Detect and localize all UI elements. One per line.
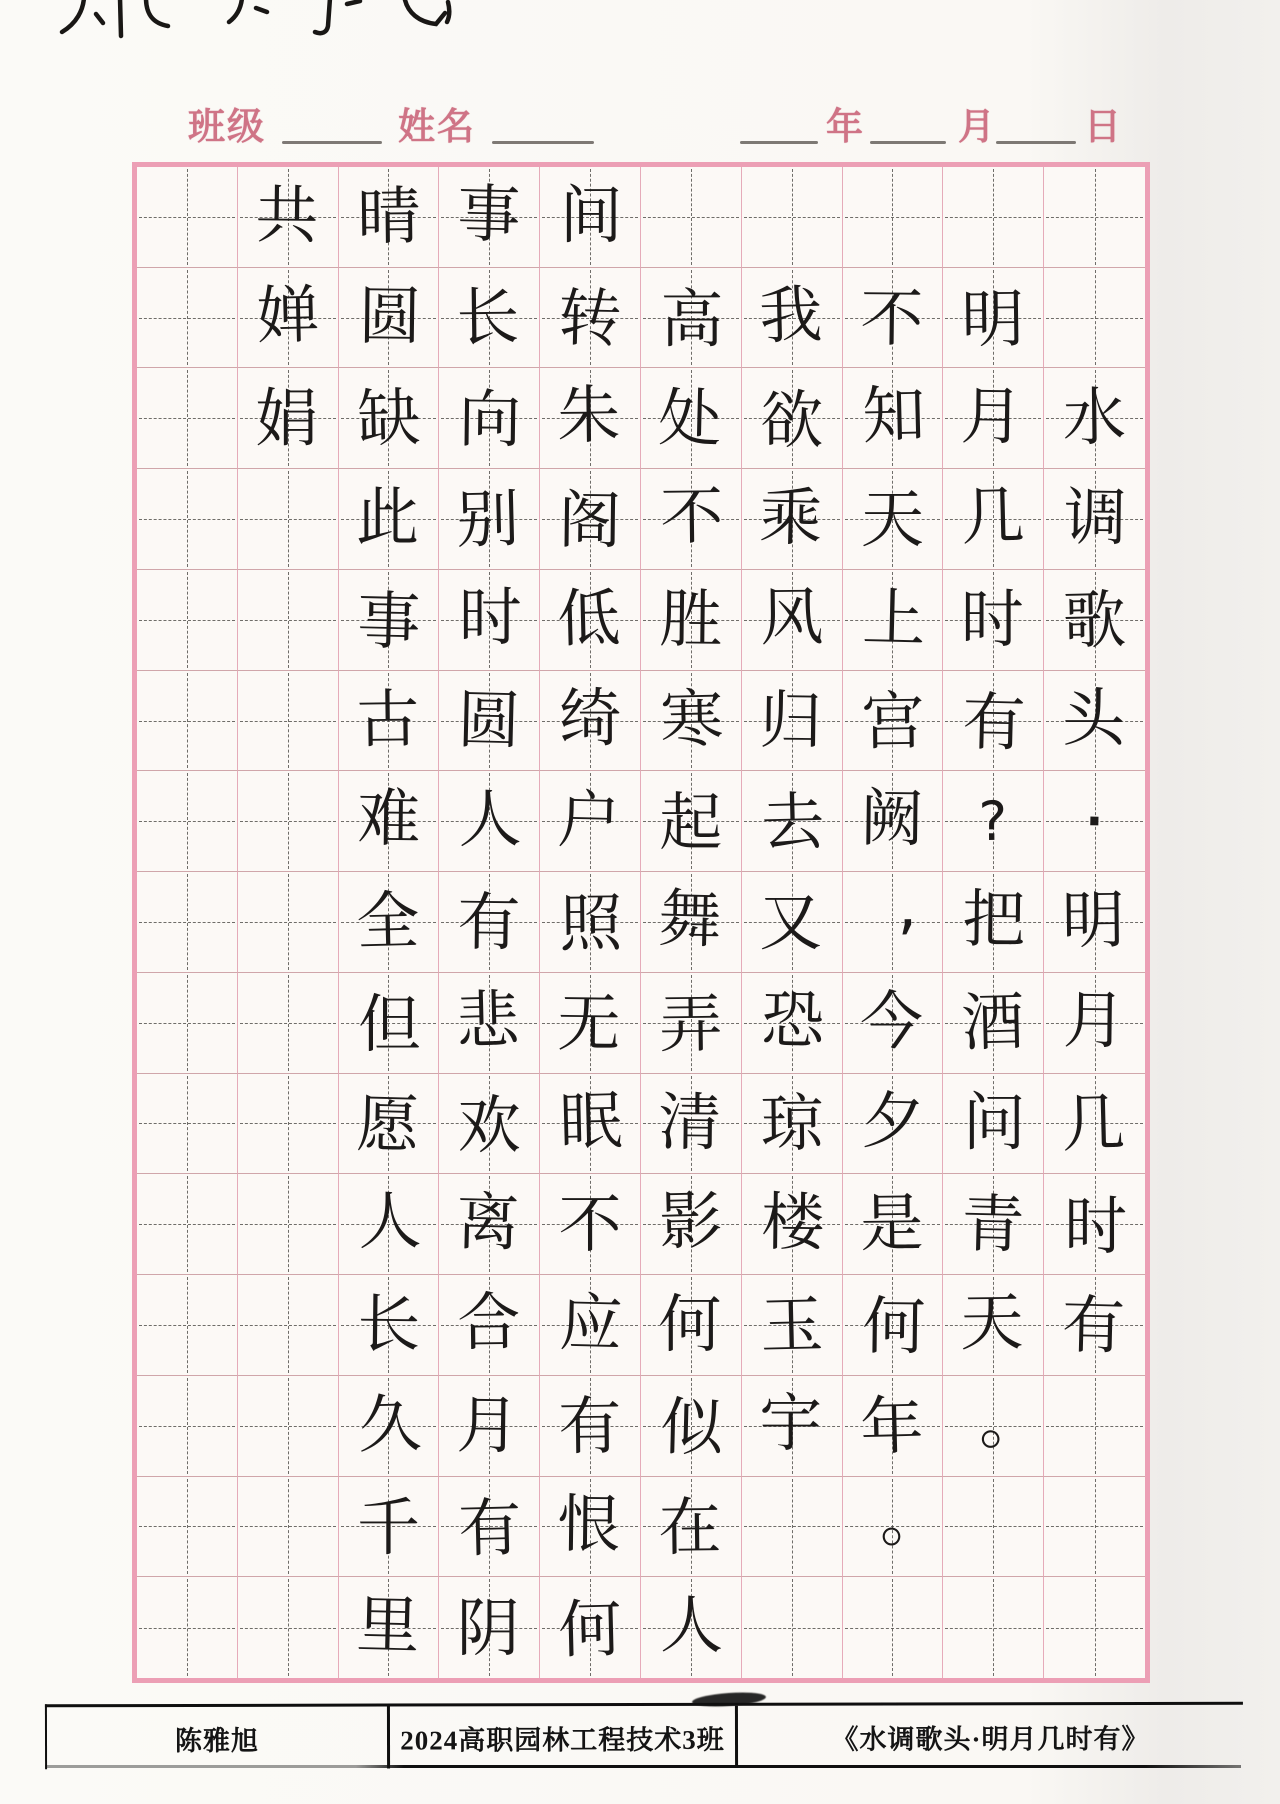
handwritten-character: 何 bbox=[658, 1288, 722, 1362]
grid-cell bbox=[137, 570, 238, 671]
grid-cell bbox=[1044, 671, 1145, 772]
grid-cell bbox=[439, 1577, 540, 1678]
handwritten-character: 月 bbox=[456, 1388, 521, 1463]
grid-cell bbox=[641, 570, 742, 671]
grid-cell bbox=[137, 1477, 238, 1578]
grid-cell bbox=[540, 1477, 641, 1578]
handwritten-character: 眠 bbox=[558, 1084, 624, 1159]
footer-class-cell bbox=[390, 1706, 738, 1769]
grid-cell bbox=[137, 368, 238, 469]
handwritten-character: 有 bbox=[457, 886, 522, 960]
grid-cell bbox=[843, 1275, 944, 1376]
handwritten-character: 宫 bbox=[860, 684, 925, 759]
handwritten-character: 有 bbox=[961, 685, 1027, 760]
grid-cell bbox=[843, 1376, 944, 1477]
handwritten-character: 弄 bbox=[658, 987, 723, 1062]
handwritten-character: 欲 bbox=[760, 383, 824, 457]
sheet-header bbox=[0, 0, 1280, 160]
grid-cell bbox=[843, 1577, 944, 1678]
grid-cell bbox=[137, 872, 238, 973]
grid-cell bbox=[843, 368, 944, 469]
grid-cell bbox=[540, 1577, 641, 1678]
handwritten-character: 年 bbox=[859, 1389, 924, 1464]
grid-cell bbox=[943, 771, 1044, 872]
handwritten-character: 事 bbox=[456, 177, 522, 253]
name-blank-line bbox=[492, 141, 594, 144]
grid-cell bbox=[943, 1074, 1044, 1175]
grid-cell bbox=[641, 469, 742, 570]
handwritten-character: 胜 bbox=[658, 582, 723, 657]
handwritten-character: 宇 bbox=[759, 1387, 823, 1461]
grid-cell bbox=[137, 1275, 238, 1376]
grid-cell bbox=[641, 872, 742, 973]
handwritten-punctuation: 。 bbox=[979, 1384, 1044, 1459]
grid-cell bbox=[137, 469, 238, 570]
handwritten-character: 时 bbox=[458, 581, 522, 655]
grid-cell bbox=[137, 268, 238, 369]
handwritten-character: 有 bbox=[558, 1389, 623, 1464]
grid-cell bbox=[339, 1074, 440, 1175]
handwritten-character: 风 bbox=[759, 580, 824, 655]
grid-cell bbox=[843, 268, 944, 369]
handwritten-character: 合 bbox=[457, 1286, 522, 1360]
grid-cell bbox=[641, 1376, 742, 1477]
grid-cell bbox=[943, 1275, 1044, 1376]
grid-cell bbox=[1044, 368, 1145, 469]
handwritten-character: 应 bbox=[558, 1286, 624, 1362]
grid-cell bbox=[137, 1577, 238, 1678]
grid-cell bbox=[943, 1376, 1044, 1477]
grid-cell bbox=[843, 1074, 944, 1175]
handwritten-character: 欢 bbox=[457, 1088, 521, 1162]
handwritten-character: 影 bbox=[658, 1184, 724, 1260]
grid-cell bbox=[641, 671, 742, 772]
handwritten-character: 知 bbox=[861, 379, 926, 454]
grid-cell bbox=[843, 869, 944, 973]
grid-cell bbox=[1044, 167, 1145, 268]
handwritten-character: 似 bbox=[659, 1390, 725, 1465]
handwritten-character: 天 bbox=[960, 1286, 1025, 1360]
grid-cell bbox=[137, 167, 238, 268]
handwritten-character: 圆 bbox=[357, 279, 422, 354]
footer-class: 2024高职园林工程技术3班 bbox=[400, 1724, 725, 1756]
handwritten-character: 全 bbox=[355, 884, 420, 960]
handwritten-character: 时 bbox=[1064, 1189, 1128, 1263]
grid-cell bbox=[339, 1376, 440, 1477]
grid-cell bbox=[843, 469, 944, 570]
handwritten-character: 把 bbox=[962, 883, 1027, 957]
grid-cell bbox=[339, 872, 440, 973]
grid-cell bbox=[238, 872, 339, 973]
grid-cell bbox=[1044, 570, 1145, 671]
grid-cell bbox=[742, 1477, 843, 1578]
handwritten-character: 转 bbox=[557, 281, 623, 356]
grid-cell bbox=[943, 1174, 1044, 1275]
grid-cell bbox=[439, 671, 540, 772]
grid-cell bbox=[339, 973, 440, 1074]
handwritten-character: 古 bbox=[355, 682, 420, 757]
handwritten-character: 人 bbox=[357, 1185, 422, 1260]
grid-cell bbox=[238, 771, 339, 872]
year-label: 年 bbox=[826, 107, 865, 148]
handwritten-character: 楼 bbox=[760, 1186, 825, 1261]
grid-cell bbox=[843, 167, 944, 268]
handwritten-character: 是 bbox=[859, 1187, 924, 1262]
handwritten-character: 明 bbox=[961, 282, 1026, 357]
footer-author-cell bbox=[47, 1707, 390, 1770]
grid-cell bbox=[439, 1477, 540, 1578]
grid-cell bbox=[843, 973, 944, 1074]
handwritten-character: 恨 bbox=[557, 1487, 622, 1562]
grid-cell bbox=[339, 671, 440, 772]
handwritten-character: 何 bbox=[861, 1290, 926, 1364]
grid-cell bbox=[137, 771, 238, 872]
handwritten-character: 水 bbox=[1062, 381, 1127, 456]
handwritten-character: 但 bbox=[357, 988, 421, 1062]
grid-cell bbox=[238, 1577, 339, 1678]
grid-cell bbox=[943, 268, 1044, 369]
grid-cell bbox=[943, 368, 1044, 469]
handwritten-character: 有 bbox=[1061, 1288, 1126, 1364]
name-label: 姓名 bbox=[398, 107, 476, 148]
handwritten-character: 别 bbox=[455, 482, 521, 558]
grid-cell bbox=[439, 1376, 540, 1477]
grid-cell bbox=[540, 268, 641, 369]
handwritten-character: 低 bbox=[556, 581, 622, 657]
handwritten-character: 琼 bbox=[759, 1086, 824, 1161]
grid-cell bbox=[339, 1477, 440, 1578]
grid-cell bbox=[439, 872, 540, 973]
handwritten-character: 月 bbox=[960, 380, 1025, 455]
handwritten-punctuation: 。 bbox=[879, 1481, 943, 1555]
grid-cell bbox=[439, 167, 540, 268]
handwritten-character: 又 bbox=[759, 886, 823, 960]
grid-cell bbox=[540, 671, 641, 772]
grid-cell bbox=[137, 671, 238, 772]
month-label: 月 bbox=[958, 107, 997, 148]
grid-cell bbox=[1044, 1174, 1145, 1275]
handwritten-character: 共 bbox=[254, 178, 319, 253]
grid-cell bbox=[843, 1174, 944, 1275]
grid-cell bbox=[238, 469, 339, 570]
handwritten-character: 舞 bbox=[657, 882, 723, 958]
footer-bottom-rule bbox=[45, 1765, 1241, 1768]
footer-title: 《水调歌头·明月几时有》 bbox=[831, 1723, 1150, 1755]
year-blank-line bbox=[740, 141, 818, 144]
grid-cell bbox=[742, 1174, 843, 1275]
grid-cell bbox=[1044, 268, 1145, 369]
handwritten-character: 调 bbox=[1063, 481, 1128, 555]
grid-cell bbox=[943, 671, 1044, 772]
grid-cell bbox=[641, 1477, 742, 1578]
class-label: 班级 bbox=[188, 107, 266, 148]
grid-cell bbox=[540, 570, 641, 671]
grid-cell bbox=[641, 771, 742, 872]
grid-cell bbox=[238, 1074, 339, 1175]
grid-cell bbox=[843, 570, 944, 671]
handwritten-punctuation: ? bbox=[978, 790, 1009, 854]
grid-cell bbox=[843, 671, 944, 772]
handwritten-character: 悲 bbox=[455, 983, 521, 1058]
grid-cell bbox=[339, 268, 440, 369]
handwritten-character: 归 bbox=[758, 683, 823, 758]
handwritten-character: 高 bbox=[660, 283, 724, 357]
footer-title-cell bbox=[738, 1705, 1243, 1768]
handwritten-character: 时 bbox=[960, 583, 1024, 657]
grid-cell bbox=[641, 973, 742, 1074]
grid-cell bbox=[742, 469, 843, 570]
grid-cell bbox=[742, 771, 843, 872]
handwritten-character: 愿 bbox=[355, 1087, 420, 1162]
grid-cell bbox=[137, 1174, 238, 1275]
grid-cell bbox=[742, 872, 843, 973]
handwritten-character: 夕 bbox=[860, 1084, 925, 1159]
handwritten-character: 有 bbox=[457, 1491, 523, 1566]
handwritten-character: 去 bbox=[760, 785, 826, 861]
day-label: 日 bbox=[1084, 107, 1123, 148]
handwritten-character: 照 bbox=[559, 887, 624, 961]
grid-cell bbox=[943, 167, 1044, 268]
grid-cell bbox=[540, 771, 641, 872]
handwritten-character: 几 bbox=[960, 479, 1026, 555]
handwritten-character: 此 bbox=[355, 480, 419, 554]
grid-cell bbox=[540, 1174, 641, 1275]
grid-cell bbox=[1044, 1275, 1145, 1376]
grid-cell bbox=[439, 771, 540, 872]
grid-cell bbox=[540, 167, 641, 268]
grid-cell bbox=[137, 1074, 238, 1175]
grid-cell bbox=[238, 1477, 339, 1578]
grid-cell bbox=[641, 167, 742, 268]
handwritten-character: 娟 bbox=[255, 381, 319, 455]
grid-cell bbox=[843, 1477, 944, 1578]
handwritten-character: 青 bbox=[960, 1187, 1026, 1263]
grid-cell bbox=[641, 1577, 742, 1678]
grid-cell bbox=[742, 1275, 843, 1376]
handwritten-character: 缺 bbox=[356, 382, 421, 457]
grid-cell bbox=[641, 268, 742, 369]
grid-cell bbox=[943, 570, 1044, 671]
handwritten-character: 长 bbox=[456, 280, 521, 355]
grid-cell bbox=[439, 1275, 540, 1376]
grid-cell bbox=[742, 973, 843, 1074]
grid-cell bbox=[742, 268, 843, 369]
handwritten-character: 阴 bbox=[456, 1592, 520, 1666]
grid-cell bbox=[339, 368, 440, 469]
grid-cell bbox=[742, 368, 843, 469]
handwritten-character: 久 bbox=[357, 1387, 422, 1462]
handwritten-character: 在 bbox=[657, 1490, 722, 1565]
grid-cell bbox=[439, 368, 540, 469]
handwritten-character: 今 bbox=[859, 985, 923, 1059]
handwritten-character: 不 bbox=[659, 480, 724, 554]
handwritten-character: 阙 bbox=[859, 782, 924, 857]
grid-cell bbox=[1044, 973, 1145, 1074]
footer-table bbox=[45, 1702, 1243, 1770]
grid-cell bbox=[742, 570, 843, 671]
grid-cell bbox=[238, 368, 339, 469]
handwritten-character: 天 bbox=[860, 482, 924, 556]
grid-cell bbox=[238, 167, 339, 268]
handwritten-character: 问 bbox=[962, 1085, 1026, 1159]
grid-cell bbox=[540, 1074, 641, 1175]
grid-cell bbox=[339, 1577, 440, 1678]
grid-cell bbox=[943, 973, 1044, 1074]
grid-cell bbox=[339, 771, 440, 872]
grid-cell bbox=[339, 1174, 440, 1275]
grid-cell bbox=[439, 469, 540, 570]
handwritten-character: 月 bbox=[1062, 983, 1127, 1058]
handwritten-character: 歌 bbox=[1062, 583, 1127, 659]
handwritten-character: 晴 bbox=[356, 179, 421, 254]
handwritten-character: 何 bbox=[557, 1592, 623, 1667]
grid-cell bbox=[238, 1376, 339, 1477]
handwritten-character: 里 bbox=[355, 1588, 420, 1663]
grid-cell bbox=[339, 1275, 440, 1376]
handwritten-character: 酒 bbox=[960, 985, 1026, 1060]
handwritten-character: 几 bbox=[1061, 1086, 1126, 1161]
grid-cell bbox=[238, 1275, 339, 1376]
handwritten-character: 乘 bbox=[758, 480, 824, 556]
handwritten-character: 千 bbox=[356, 1490, 420, 1564]
grid-cell bbox=[1044, 771, 1145, 872]
grid-cell bbox=[339, 167, 440, 268]
handwritten-character: 不 bbox=[859, 281, 924, 356]
class-blank-line bbox=[282, 141, 382, 144]
month-blank-line bbox=[870, 141, 946, 144]
handwritten-character: 玉 bbox=[759, 1288, 825, 1364]
handwritten-character: 寒 bbox=[659, 682, 725, 757]
grid-cell bbox=[1044, 1577, 1145, 1678]
grid-cell bbox=[641, 1275, 742, 1376]
grid-cell bbox=[641, 1174, 742, 1275]
grid-cell bbox=[540, 872, 641, 973]
handwritten-character: 婵 bbox=[255, 278, 321, 353]
grid-cell bbox=[339, 570, 440, 671]
handwritten-character: 不 bbox=[558, 1187, 622, 1261]
grid-cell bbox=[1044, 1477, 1145, 1578]
grid-cell bbox=[1044, 1074, 1145, 1175]
handwritten-character: 无 bbox=[557, 986, 622, 1061]
grid-cell bbox=[238, 973, 339, 1074]
grid-cell bbox=[742, 1376, 843, 1477]
handwritten-character: 头 bbox=[1062, 682, 1126, 756]
grid-cell bbox=[540, 973, 641, 1074]
grid-cell bbox=[439, 1174, 540, 1275]
grid-cell bbox=[137, 973, 238, 1074]
grid-cell bbox=[238, 570, 339, 671]
grid-cell bbox=[540, 1275, 641, 1376]
handwritten-character: 明 bbox=[1061, 884, 1126, 958]
grid-cell bbox=[641, 1074, 742, 1175]
handwritten-character: 绮 bbox=[558, 682, 622, 756]
grid-cell bbox=[943, 872, 1044, 973]
grid-cell bbox=[742, 1074, 843, 1175]
handwritten-character: 离 bbox=[455, 1185, 521, 1261]
grid-cell bbox=[641, 368, 742, 469]
grid-cell bbox=[339, 469, 440, 570]
handwritten-character: 恐 bbox=[760, 983, 826, 1058]
grid-cell bbox=[742, 1577, 843, 1678]
handwritten-character: 处 bbox=[657, 382, 723, 457]
handwritten-character: 阁 bbox=[558, 484, 623, 558]
handwritten-character: 人 bbox=[458, 783, 523, 858]
handwritten-character: 起 bbox=[659, 785, 723, 859]
grid-cell bbox=[943, 1577, 1044, 1678]
grid-cell bbox=[742, 167, 843, 268]
grid-cell bbox=[439, 268, 540, 369]
grid-cell bbox=[540, 1376, 641, 1477]
handwritten-character: 间 bbox=[559, 179, 623, 253]
grid-cell bbox=[137, 1376, 238, 1477]
grid-cell bbox=[540, 368, 641, 469]
handwritten-character: 上 bbox=[861, 581, 926, 657]
day-blank-line bbox=[996, 141, 1076, 144]
handwritten-character: 人 bbox=[659, 1588, 724, 1663]
handwritten-character: 我 bbox=[758, 278, 824, 353]
handwritten-character: 朱 bbox=[557, 379, 622, 454]
grid-cell bbox=[943, 469, 1044, 570]
grid-cell bbox=[238, 268, 339, 369]
grid-cell bbox=[540, 469, 641, 570]
handwritten-character: 难 bbox=[356, 782, 421, 857]
handwritten-character: 清 bbox=[657, 1085, 722, 1160]
grid-cell bbox=[439, 973, 540, 1074]
grid-cell bbox=[1044, 469, 1145, 570]
handwritten-punctuation: , bbox=[895, 869, 918, 943]
character-grid bbox=[132, 162, 1150, 1683]
handwritten-punctuation: · bbox=[1085, 794, 1104, 849]
handwritten-character: 户 bbox=[556, 783, 622, 859]
grid-cell bbox=[439, 570, 540, 671]
handwritten-character: 事 bbox=[356, 584, 421, 660]
grid-cell bbox=[439, 1074, 540, 1175]
handwritten-character: 长 bbox=[356, 1288, 421, 1362]
handwritten-character: 圆 bbox=[456, 683, 522, 758]
grid-cell bbox=[1044, 872, 1145, 973]
footer-author: 陈雅旭 bbox=[174, 1725, 260, 1756]
grid-cell bbox=[238, 671, 339, 772]
grid-cell bbox=[742, 671, 843, 772]
grid-cell bbox=[238, 1174, 339, 1275]
handwritten-character: 向 bbox=[458, 383, 523, 458]
